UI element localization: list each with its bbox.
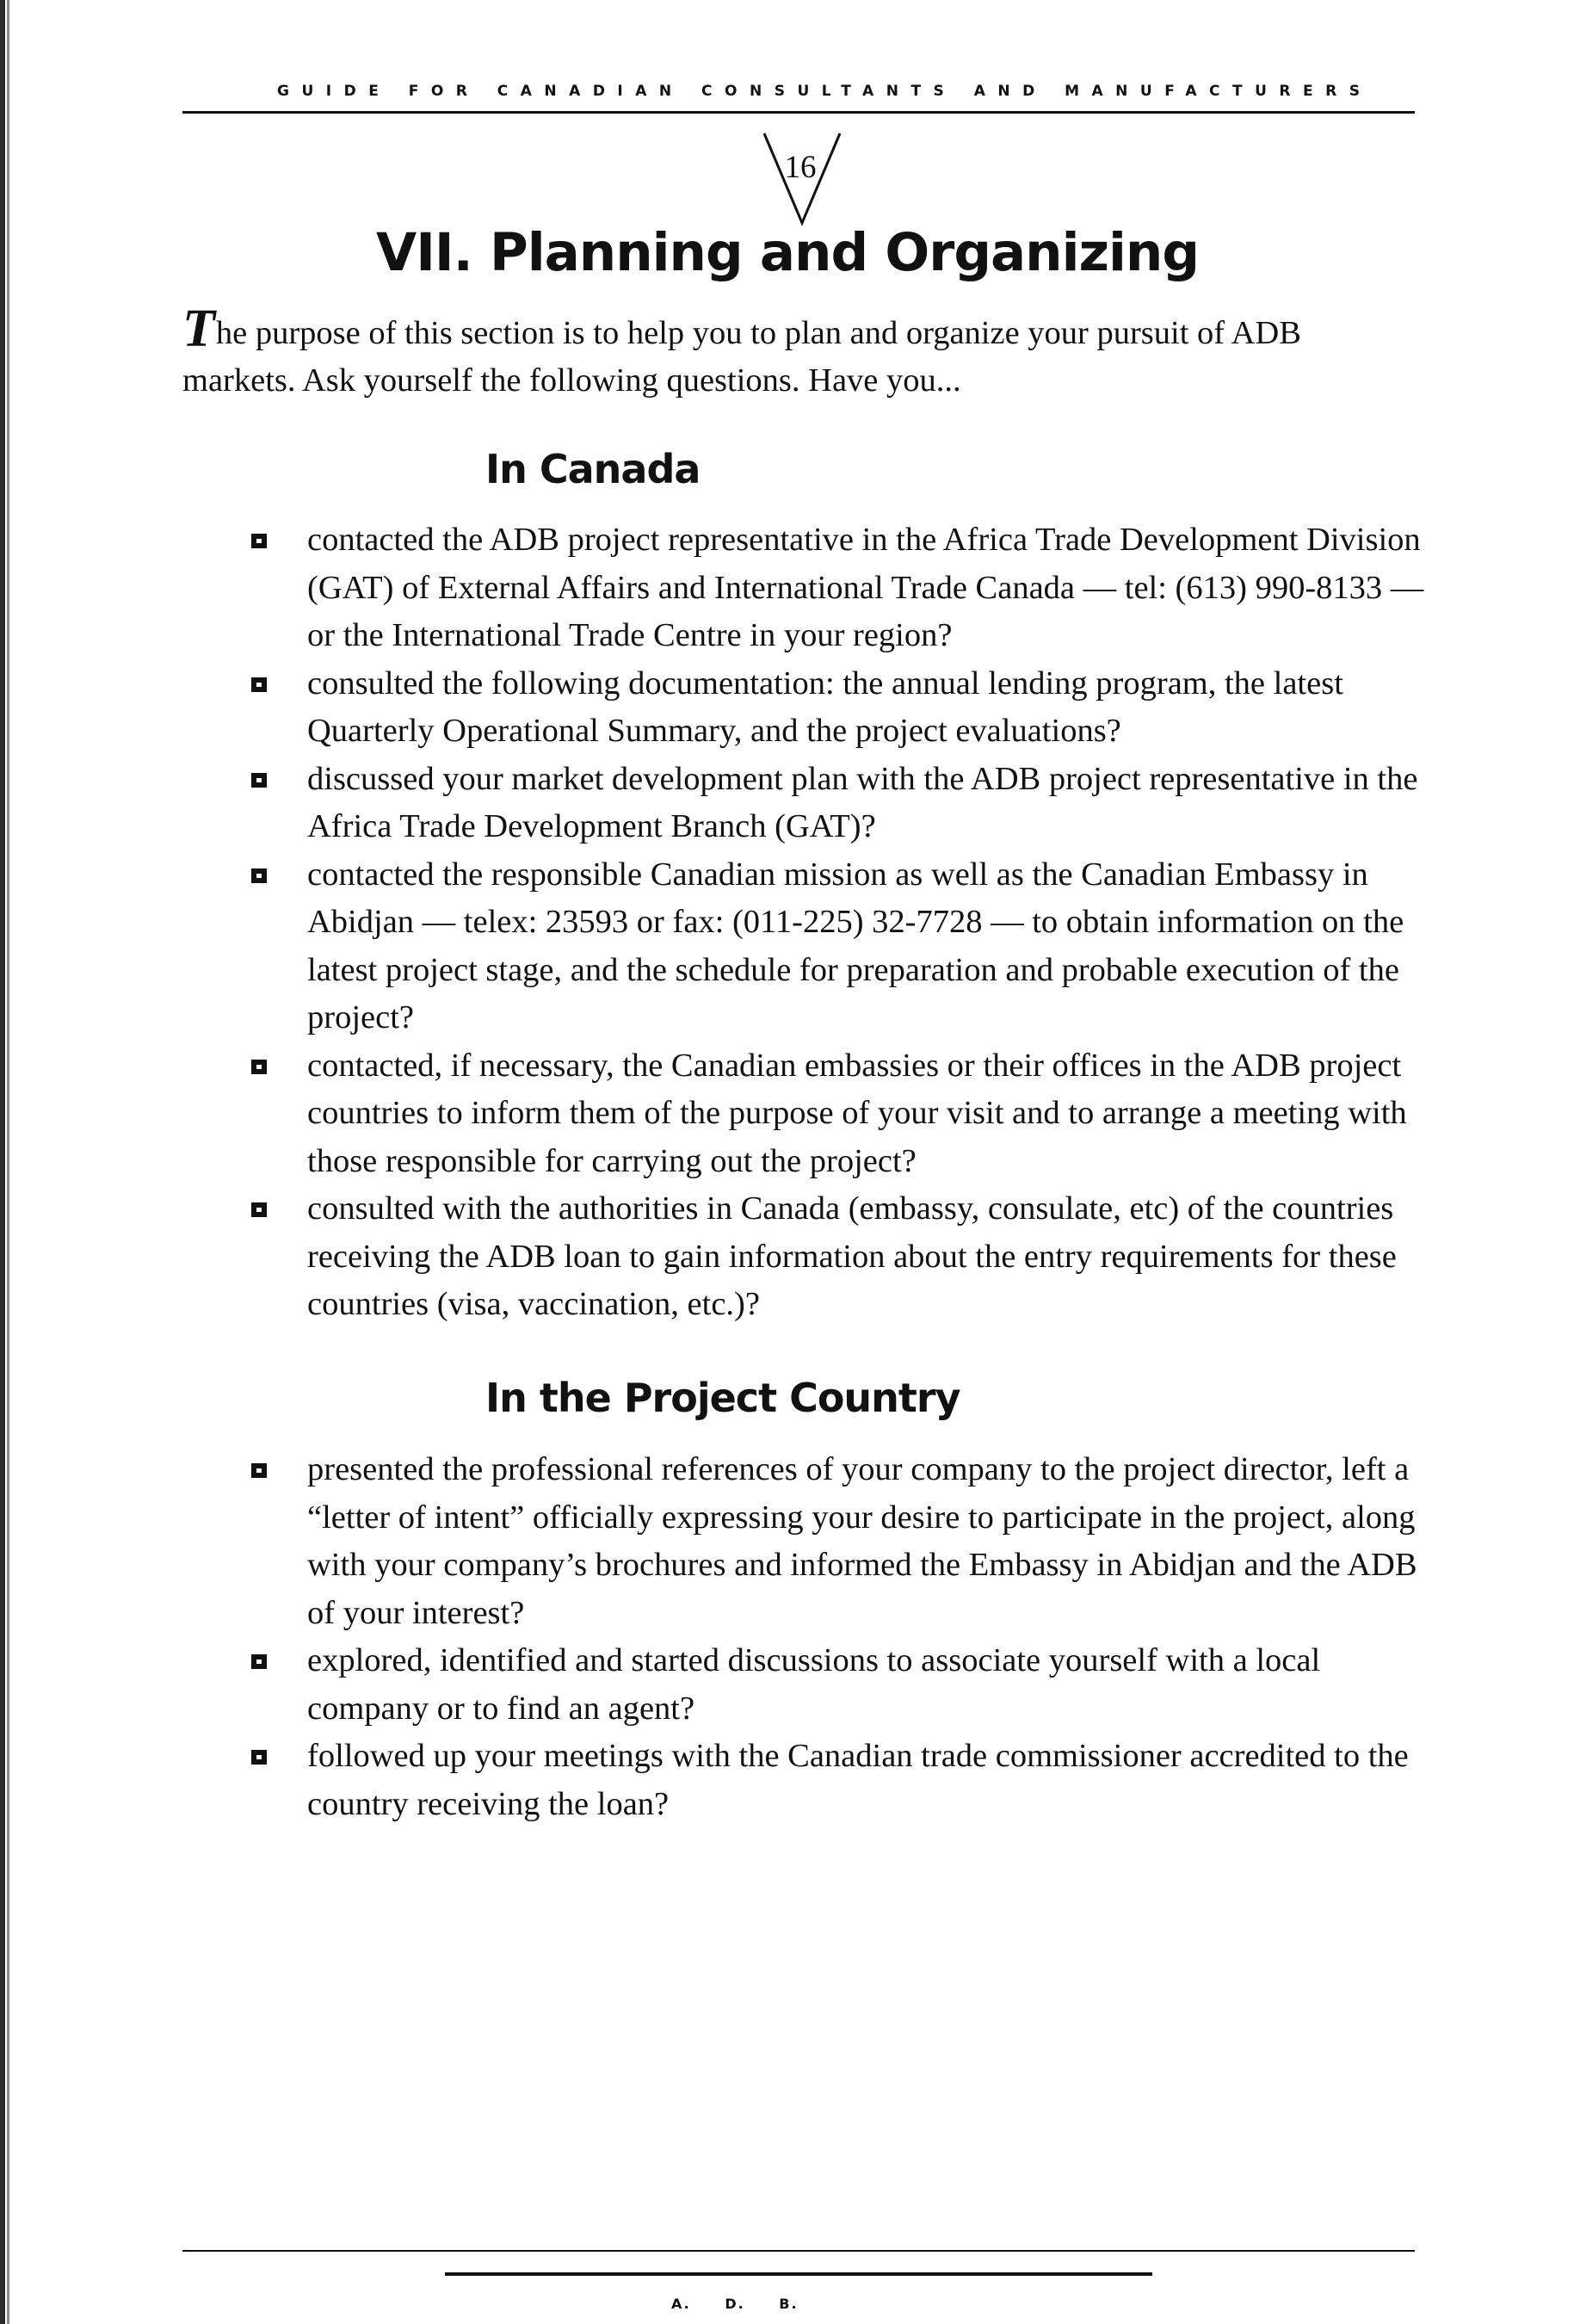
list-item [248,516,1427,660]
list-item [248,851,1427,1042]
list-item [248,1042,1427,1186]
subheading-in-canada: In Canada [485,446,701,492]
page-number: 16 [784,150,817,185]
scan-edge [0,0,5,2324]
list-item-text: presented the professional references of your company to the project director, left a “letter of intent” officially expressing your desire to participate in the project, along with your company’s brochures and informed the Embassy in Abidjan and the ADB of your interest? [307,1451,1417,1631]
list-item [248,756,1427,851]
list-item-text: consulted with the authorities in Canada (embassy, consulate, etc) of the countries receiving the ADB loan to gain information about the entry requirements for these countries (visa, vaccination, etc.)? [307,1190,1397,1322]
footer-rule [182,2250,1415,2252]
subheading-in-project-country: In the Project Country [485,1375,960,1421]
list-item [248,1446,1427,1637]
square-bullet-icon [251,1202,267,1217]
footer-text: A. D. B. [671,2296,799,2312]
list-item-text: consulted the following documentation: the annual lending program, the latest Quarterly Operational Summary, and the project evaluations? [307,664,1343,749]
scan-edge-shadow [7,0,9,2324]
intro-paragraph [182,300,1415,405]
square-bullet-icon [251,677,267,692]
header-rule [182,111,1415,114]
list-item-text: contacted the ADB project representative in the Africa Trade Development Division (GAT) of External Affairs and International Trade Canada — tel: (613) 990-8133 — or the International Trade Centre in your region? [307,522,1424,653]
running-header: GUIDE FOR CANADIAN CONSULTANTS AND MANUFACTURERS [277,83,1373,100]
square-bullet-icon [251,773,267,788]
page-number-badge [757,127,843,228]
list-item-text: contacted, if necessary, the Canadian embassies or their offices in the ADB project countries to inform them of the purpose of your visit and to arrange a meeting with those responsible for carrying out the project? [307,1047,1407,1179]
list-item-text: followed up your meetings with the Canadian trade commissioner accredited to the country receiving the loan? [307,1738,1409,1822]
square-bullet-icon [251,1060,267,1074]
intro-text: he purpose of this section is to help you to plan and organize your pursuit of ADB markets. Ask yourself the following questions. Have you... [182,315,1301,399]
checklist-in-canada [248,516,1427,1329]
list-item-text: contacted the responsible Canadian mission as well as the Canadian Embassy in Abidjan — telex: 23593 or fax: (011-225) 32-7728 — to obtain information on the latest project stage, and the schedule for preparation and probable execution of the project? [307,856,1404,1035]
list-item [248,660,1427,756]
square-bullet-icon [251,868,267,883]
square-bullet-icon [251,1750,267,1765]
list-item [248,1733,1427,1828]
dropcap: T [182,300,215,358]
square-bullet-icon [251,1463,267,1478]
square-bullet-icon [251,1654,267,1669]
checklist-in-project-country [248,1446,1427,1828]
section-title: VII. Planning and Organizing [376,222,1199,283]
list-item-text: explored, identified and started discussions to associate yourself with a local company or to find an agent? [307,1642,1321,1727]
square-bullet-icon [251,534,267,548]
list-item [248,1185,1427,1329]
list-item-text: discussed your market development plan with the ADB project representative in the Africa Trade Development Branch (GAT)? [307,760,1418,844]
footer-rule-thick [445,2272,1152,2276]
list-item [248,1637,1427,1733]
